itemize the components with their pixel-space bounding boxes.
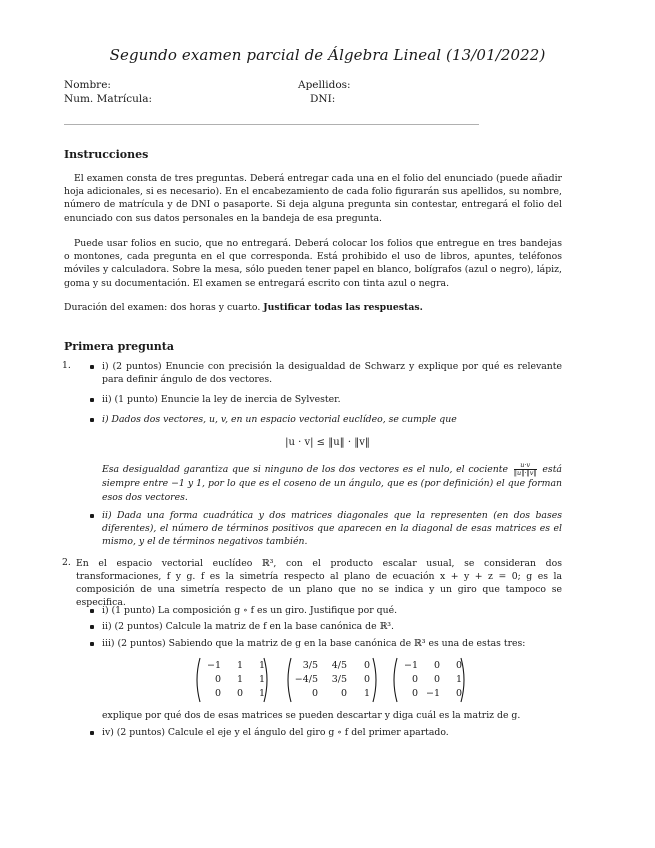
q1-answer-i-intro: i) Dados dos vectores, u, v, en un espacio vectorial euclídeo, se cumple que bbox=[102, 414, 457, 425]
q1-answer-ii: ii) Dada una forma cuadrática y dos matrices diagonales que la representen (en dos bases diferentes), el número de términos positivos que aparecen en la diagonal de esas matrices es el mismo, y el de términos negativos también. bbox=[102, 510, 562, 547]
exam-title: Segundo examen parcial de Álgebra Lineal (13/01/2022) bbox=[109, 46, 546, 64]
q1-item-i: i) (2 puntos) Enuncie con precisión la desigualdad de Schwarz y explique por qué es relevante para definir ángulo de dos vectores. bbox=[102, 361, 562, 385]
matricula-label: Num. Matrícula: bbox=[64, 93, 152, 105]
q2-item-iii: iii) (2 puntos) Sabiendo que la matriz de g en la base canónica de ℝ³ es una de estas tres: bbox=[102, 638, 526, 649]
matrix-option-1: −1 1 1 0 1 1 0 0 1 bbox=[193, 657, 273, 703]
bullet bbox=[90, 514, 94, 518]
instructions-paragraph-2: Puede usar folios en sucio, que no entregará. Deberá colocar los folios que entregue en tres bandejas o montones, cada pregunta en el que corresponda. Está prohibido el uso de libros, apuntes, teléfonos móviles y calculadora. Sobre la mesa, sólo pueden tener papel en blanco, bolígrafos (azul o negro), lápiz, goma y su documentación. El examen se entregará escrito con tinta azul o negra. bbox=[64, 238, 562, 289]
q2-item-i: i) (1 punto) La composición g ∘ f es un giro. Justifique por qué. bbox=[102, 605, 398, 616]
instructions-heading: Instrucciones bbox=[64, 148, 149, 161]
q2-intro: En el espacio vectorial euclídeo ℝ³, con el producto escalar usual, se consideran dos transformaciones, f y g. f es la simetría respecto al plano de ecuación x + y + z = 0; g es la composición de una simetría respecto de un plano que no se indica y un giro que tampoco se especifica. bbox=[76, 558, 562, 608]
duration-line: Duración del examen: dos horas y cuarto. Justificar todas las respuestas. bbox=[64, 302, 423, 313]
q1-heading: Primera pregunta bbox=[64, 340, 175, 353]
bullet bbox=[90, 731, 94, 735]
q2-after-matrices: explique por qué dos de esas matrices se pueden descartar y diga cuál es la matriz de g. bbox=[102, 710, 521, 721]
q2-item-iv: iv) (2 puntos) Calcule el eje y el ángulo del giro g ∘ f del primer apartado. bbox=[102, 727, 449, 738]
q2-number: 2. bbox=[62, 557, 71, 568]
q1-answer-i-text: Esa desigualdad garantiza que si ninguno de los dos vectores es el nulo, el cociente $\frac{u\cdot v}{‖u‖\cdot‖v‖}$ está siempre entre −1 y 1, por lo que es el coseno de un ángulo, que es (por definición) el que forman esos dos vectores. bbox=[102, 461, 562, 503]
nombre-label: Nombre: bbox=[64, 79, 111, 91]
justify-note: Justificar todas las respuestas. bbox=[263, 302, 423, 313]
cosine-fraction: $\frac{u\cdot v}{‖u‖\cdot‖v‖}$ bbox=[513, 461, 537, 477]
bullet bbox=[90, 418, 94, 422]
bullet bbox=[90, 642, 94, 646]
instructions-paragraph-1: El examen consta de tres preguntas. Deberá entregar cada una en el folio del enunciado (puede añadir hoja adicionales, si es necesario). En el encabezamiento de cada folio figurarán sus apellidos, su nombre, número de matrícula y de DNI o pasaporte. Si deja alguna pregunta sin contestar, entregará el folio del enunciado con sus datos personales en la bandeja de esa pregunta. bbox=[64, 173, 562, 224]
schwarz-formula: |u · v| ≤ ‖u‖ · ‖v‖ bbox=[285, 437, 370, 448]
q2-item-ii: ii) (2 puntos) Calcule la matriz de f en la base canónica de ℝ³. bbox=[102, 621, 394, 632]
divider-line bbox=[64, 124, 479, 125]
dni-label: DNI: bbox=[310, 93, 336, 105]
matrix-option-3: −1 0 0 0 0 1 0 −1 0 bbox=[390, 657, 470, 703]
q1-number: 1. bbox=[62, 360, 71, 371]
bullet bbox=[90, 609, 94, 613]
matrix-option-2: 3/5 4/5 0 −4/5 3/5 0 0 0 1 bbox=[284, 657, 380, 703]
apellidos-label: Apellidos: bbox=[298, 79, 351, 91]
q1-item-ii: ii) (1 punto) Enuncie la ley de inercia de Sylvester. bbox=[102, 394, 341, 405]
bullet bbox=[90, 398, 94, 402]
bullet bbox=[90, 625, 94, 629]
bullet bbox=[90, 365, 94, 369]
